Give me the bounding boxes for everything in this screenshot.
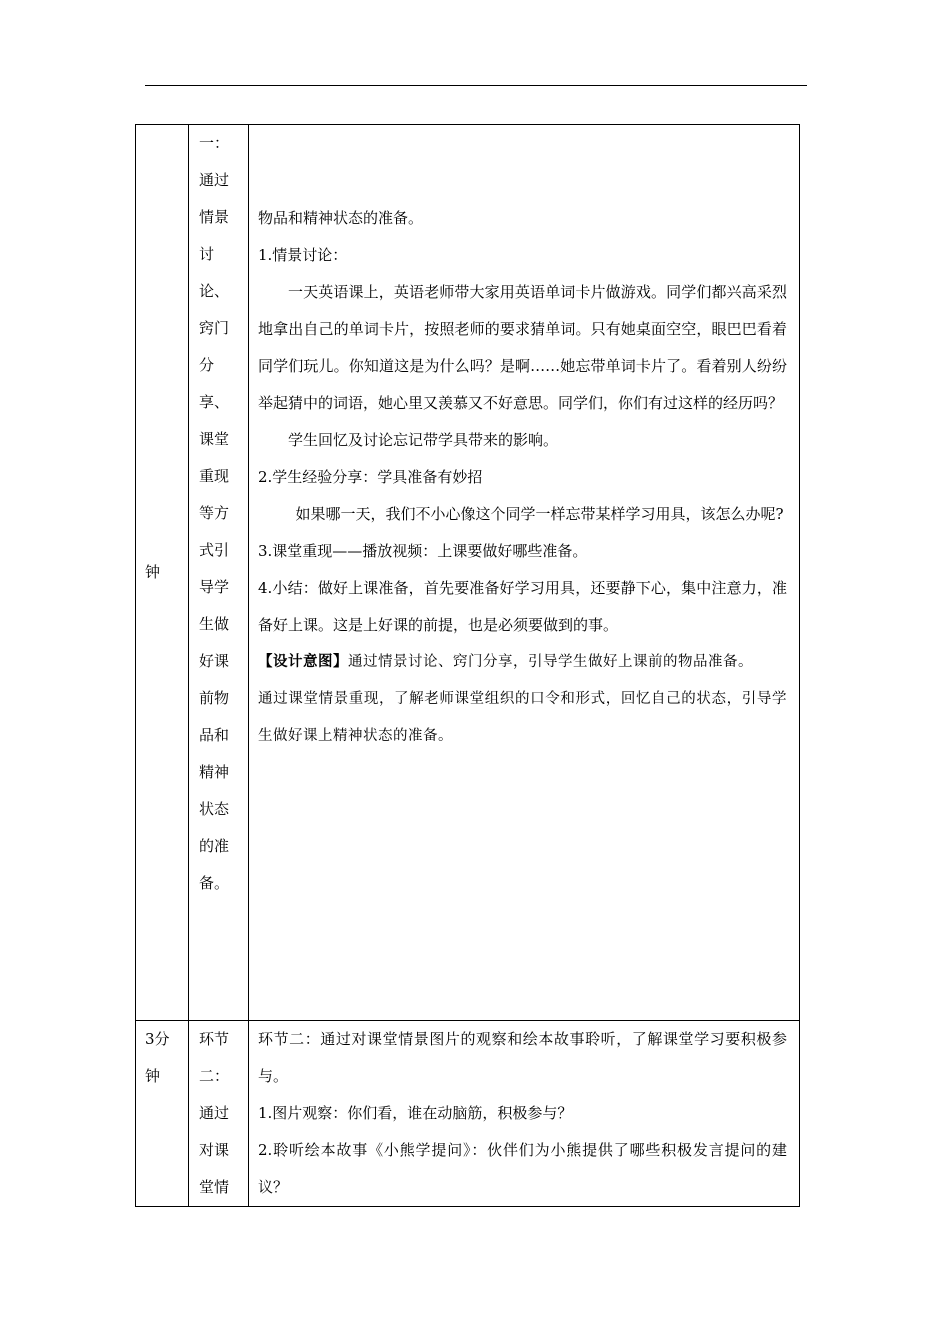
design-intent-text: 通过情景讨论、窍门分享，引导学生做好上课前的物品准备。 (348, 654, 753, 670)
table-row (136, 1021, 800, 1207)
stage-line: 享、 (199, 393, 230, 411)
stage-line: 环节 (199, 1030, 230, 1048)
stage-line: 式引 (199, 541, 230, 559)
header-rule (145, 85, 807, 86)
section-heading: 2.聆听绘本故事《小熊学提问》：伙伴们为小熊提供了哪些积极发言提问的建议？ (258, 1141, 787, 1196)
stage-line: 讨 (199, 245, 215, 263)
stage-cell (189, 125, 249, 1021)
stage-line: 等方 (199, 504, 230, 522)
time-cell (136, 125, 189, 1021)
stage-line: 课堂 (199, 430, 230, 448)
stage-line: 分 (199, 356, 215, 374)
table-row (136, 125, 800, 1021)
time-line: 钟 (145, 1067, 161, 1085)
stage-line: 情景 (199, 208, 230, 226)
time-line: 3分 (145, 1030, 170, 1048)
design-intent (258, 644, 787, 681)
stage-line: 堂情 (199, 1178, 230, 1196)
design-intent-label: 【设计意图】 (258, 654, 348, 670)
summary-paragraph: 4.小结：做好上课准备，首先要准备好学习用具，还要静下心，集中注意力，准备好上课。这是上好课的前提，也是必须要做到的事。 (258, 579, 787, 634)
design-intent-text-2: 通过课堂情景重现，了解老师课堂组织的口令和形式，回忆自己的状态，引导学生做好课上精神状态的准备。 (258, 691, 787, 744)
section-heading: 2.学生经验分享：学具准备有妙招 (258, 468, 483, 486)
stage-line: 的准 (199, 837, 230, 855)
stage-line: 生做 (199, 615, 230, 633)
stage-line: 导学 (199, 578, 230, 596)
stage-line: 二： (199, 1067, 230, 1085)
lesson-plan-table (135, 124, 800, 1207)
stage-line: 窍门 (199, 319, 230, 337)
stage-line: 通过 (199, 171, 230, 189)
content-cell (249, 125, 800, 1021)
paragraph: 环节二：通过对课堂情景图片的观察和绘本故事聆听，了解课堂学习要积极参与。 (258, 1030, 787, 1085)
section-heading: 1.情景讨论： (258, 246, 348, 264)
stage-cell (189, 1021, 249, 1207)
story-paragraph: 一天英语课上，英语老师带大家用英语单词卡片做游戏。同学们都兴高采烈地拿出自己的单词卡片，按照老师的要求猜单词。只有她桌面空空，眼巴巴看着同学们玩儿。你知道这是为什么吗？是啊……她忘带单词卡片了。看着别人纷纷举起猜中的词语，她心里又羡慕又不好意思。同学们，你们有过这样的经历吗？ (258, 283, 787, 412)
stage-line: 品和 (199, 726, 230, 744)
stage-line: 通过 (199, 1104, 230, 1122)
stage-line: 对课 (199, 1141, 230, 1159)
stage-line: 一： (199, 134, 230, 152)
stage-line: 论、 (199, 282, 230, 300)
stage-line: 前物 (199, 689, 230, 707)
paragraph: 学生回忆及讨论忘记带学具带来的影响。 (288, 431, 559, 449)
stage-line: 精神 (199, 763, 230, 781)
time-cell (136, 1021, 189, 1207)
paragraph: 如果哪一天，我们不小心像这个同学一样忘带某样学习用具，该怎么办呢? (295, 505, 784, 523)
stage-line: 重现 (199, 467, 230, 485)
content-cell (249, 1021, 800, 1207)
stage-line: 备。 (199, 874, 230, 892)
section-heading: 3.课堂重现——播放视频：上课要做好哪些准备。 (258, 542, 588, 560)
paragraph: 物品和精神状态的准备。 (258, 209, 424, 227)
time-label: 钟 (145, 563, 161, 581)
stage-line: 好课 (199, 652, 230, 670)
section-heading: 1.图片观察：你们看，谁在动脑筋，积极参与？ (258, 1104, 573, 1122)
stage-line: 状态 (199, 800, 230, 818)
